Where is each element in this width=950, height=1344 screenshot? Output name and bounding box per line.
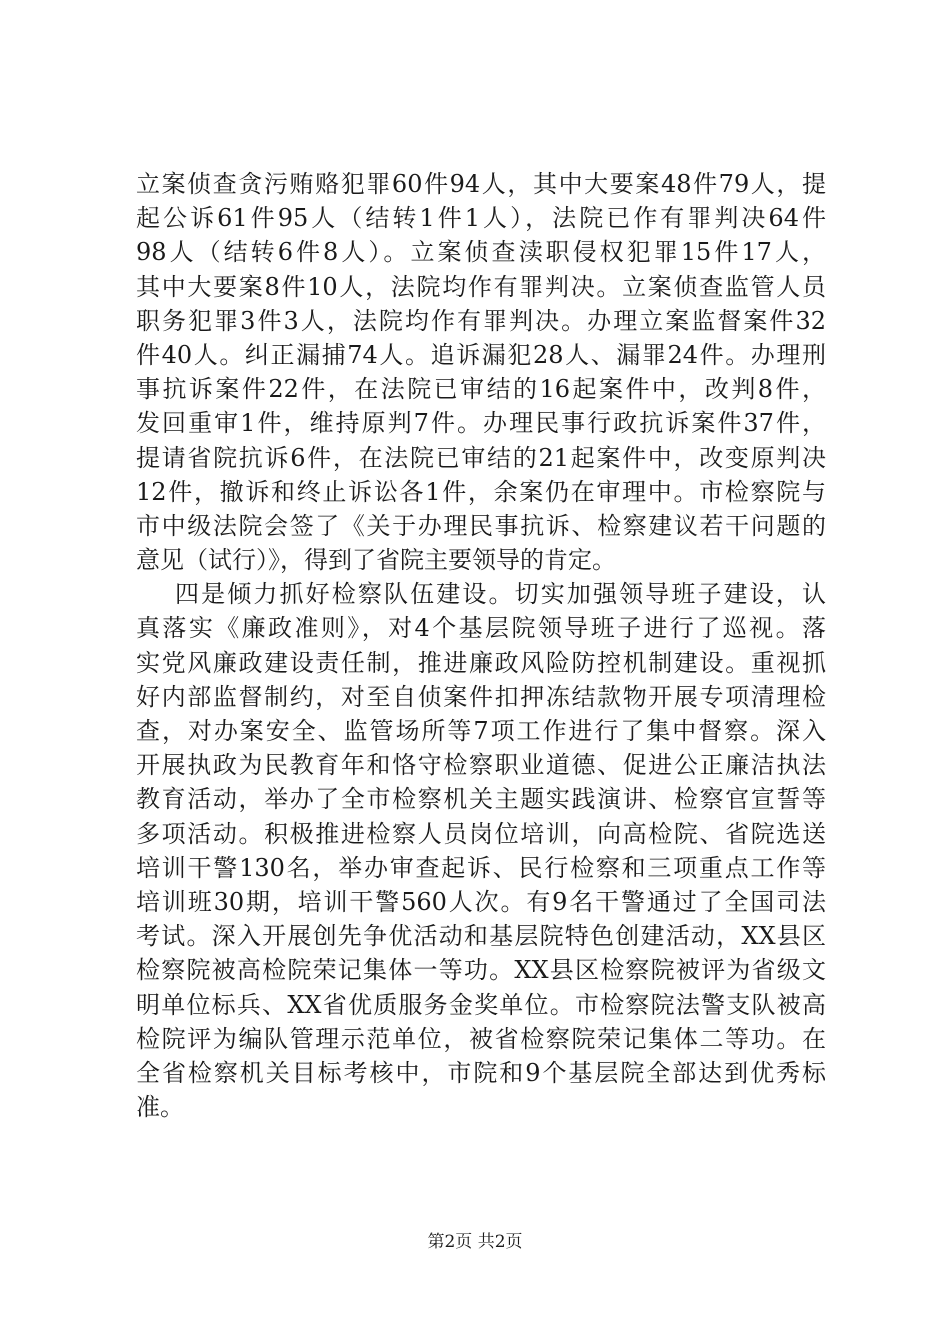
text-line: 起公诉61件95人（结转1件1人），法院已作有罪判决64件: [136, 204, 826, 233]
text-line: 明单位标兵、XX省优质服务金奖单位。市检察院法警支队被高: [136, 990, 826, 1019]
page-number-label: 第2页 共2页: [427, 1232, 523, 1252]
text-line: 立案侦查贪污贿赂犯罪60件94人，其中大要案48件79人，提: [136, 170, 826, 198]
page-footer: [0, 1232, 950, 1252]
text-line: 12件，撤诉和终止诉讼各1件，余案仍在审理中。市检察院与: [136, 477, 826, 506]
text-line: 市中级法院会签了《关于办理民事抗诉、检察建议若干问题的: [136, 511, 826, 540]
text-line: 开展执政为民教育年和恪守检察职业道德、促进公正廉洁执法: [136, 751, 826, 780]
document-body: [136, 167, 826, 1124]
text-line: 四是倾力抓好检察队伍建设。切实加强领导班子建设，认: [136, 580, 826, 609]
text-line: 提请省院抗诉6件，在法院已审结的21起案件中，改变原判决: [136, 443, 826, 472]
text-line: 培训干警130名，举办审查起诉、民行检察和三项重点工作等: [136, 853, 826, 882]
text-line: 98人（结转6件8人）。立案侦查渎职侵权犯罪15件17人，: [136, 238, 826, 267]
text-line: 发回重审1件，维持原判7件。办理民事行政抗诉案件37件，: [136, 409, 826, 438]
text-line: 件40人。纠正漏捕74人。追诉漏犯28人、漏罪24件。办理刑: [136, 340, 826, 369]
text-line: 培训班30期，培训干警560人次。有9名干警通过了全国司法: [136, 887, 826, 916]
text-line: 检院评为编队管理示范单位，被省检察院荣记集体二等功。在: [136, 1024, 826, 1053]
text-line: 全省检察机关目标考核中，市院和9个基层院全部达到优秀标: [136, 1058, 826, 1087]
text-line: 真落实《廉政准则》，对4个基层院领导班子进行了巡视。落: [136, 614, 826, 643]
text-line: 多项活动。积极推进检察人员岗位培训，向高检院、省院选送: [136, 819, 826, 848]
text-line: 查，对办案安全、监管场所等7项工作进行了集中督察。深入: [136, 717, 826, 745]
text-line: 实党风廉政建设责任制，推进廉政风险防控机制建设。重视抓: [136, 648, 826, 677]
text-line: 检察院被高检院荣记集体一等功。XX县区检察院被评为省级文: [136, 956, 826, 985]
text-line: 其中大要案8件10人，法院均作有罪判决。立案侦查监管人员: [136, 272, 826, 301]
text-line: 考试。深入开展创先争优活动和基层院特色创建活动，XX县区: [136, 922, 826, 951]
text-line: 职务犯罪3件3人，法院均作有罪判决。办理立案监督案件32: [136, 306, 826, 335]
text-line: 事抗诉案件22件，在法院已审结的16起案件中，改判8件，: [136, 375, 826, 404]
text-line: 教育活动，举办了全市检察机关主题实践演讲、检察官宣誓等: [136, 785, 826, 814]
text-line: 好内部监督制约，对至自侦案件扣押冻结款物开展专项清理检: [136, 682, 826, 711]
text-line: 意见（试行）》，得到了省院主要领导的肯定。: [136, 546, 616, 575]
text-line: 准。: [136, 1093, 184, 1122]
